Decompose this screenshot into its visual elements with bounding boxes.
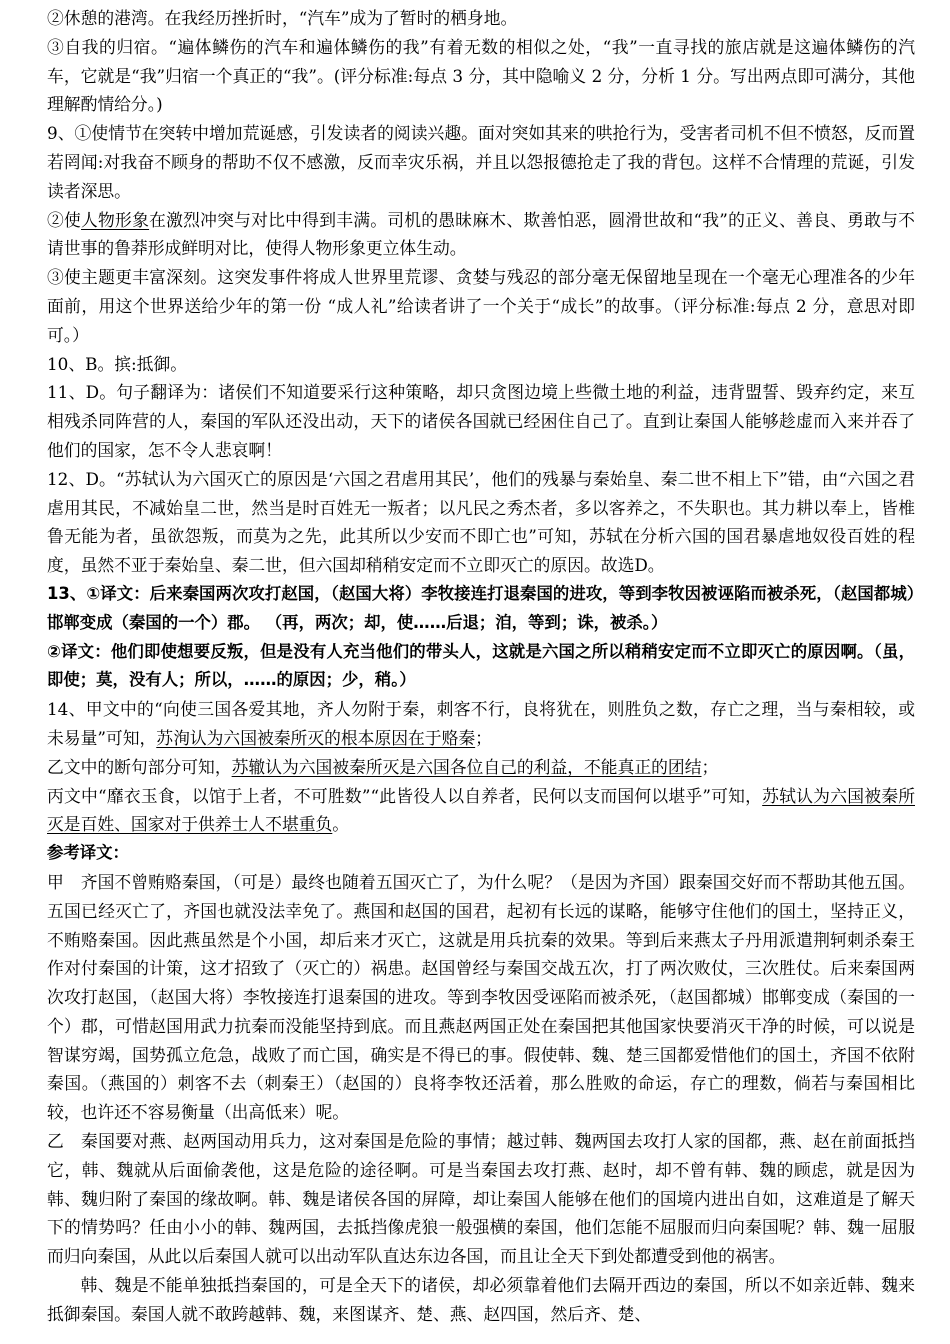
text-run: ③使主题更丰富深刻。这突发事件将成人世界里荒谬、贪婪与残忍的部分毫无保留地呈现在一个毫无心理准各的少年面前，用这个世界送给少年的第一份 “成人礼”给读者讲了一个关于“成长”的故事。（评分标准:每点 2 分，意思对即可。）: [47, 267, 915, 345]
paragraph-p4: [47, 206, 915, 264]
paragraph-p2: [47, 33, 915, 119]
text-run: ②译文：他们即使想要反叛，但是没有人充当他们的带头人，这就是六国之所以稍稍安定而不立即灭亡的原因啊。（虽，即使；莫，没有人；所以，……的原因；少，稍。）: [47, 641, 915, 690]
paragraph-p1: [47, 4, 915, 33]
text-run: 10、B。摈:抵御。: [47, 353, 188, 374]
paragraph-p9: [47, 580, 915, 638]
paragraph-p13: [47, 782, 915, 840]
text-run: ；: [701, 756, 719, 777]
document-page: [47, 4, 915, 1329]
underlined-text: 苏洵认为六国被秦所灭的根本原因在于赂秦: [156, 727, 476, 748]
paragraph-p14: [47, 839, 915, 868]
text-run: ②使: [47, 209, 82, 230]
text-run: 13、①译文：后来秦国两次攻打赵国，（赵国大将）李牧接连打退秦国的进攻，等到李牧因被诬陷而被杀死，（赵国都城）邯郸变成（秦国的一个）郡。 （再，两次；却，使……后退；洎，等到；诛，被杀。）: [47, 583, 915, 632]
paragraph-p11: [47, 695, 915, 753]
paragraph-p6: [47, 350, 915, 379]
text-run: ③自我的归宿。“遍体鳞伤的汽车和遍体鳞伤的我”有着无数的相似之处，“我”一直寻找的旅店就是这遍体鳞伤的汽车，它就是“我”归宿一个真正的“我”。(评分标准:每点 3 分，其中隐喻义 2 分，分析 1 分。写出两点即可满分，其他理解酌情给分。): [47, 36, 915, 115]
text-run: 在激烈冲突与对比中得到丰满。司机的愚昧麻木、欺善怕恶，圆滑世故和“我”的正义、善良、勇敢与不请世事的鲁莽形成鲜明对比，使得人物形象更立体生动。: [47, 209, 915, 259]
text-run: 甲 齐国不曾贿赂秦国，（可是）最终也随着五国灭亡了，为什么呢？（是因为齐国）跟秦国交好而不帮助其他五国。五国已经灭亡了，齐国也就没法幸免了。燕国和赵国的国君，起初有长远的谋略，能够守住他们的国土，坚持正义，不贿赂秦国。因此燕虽然是个小国，却后来才灭亡，这就是用兵抗秦的效果。等到后来燕太子丹用派遣荆轲刺杀秦王作对付秦国的计策，这才招致了（灭亡的）祸患。赵国曾经与秦国交战五次，打了两次败仗，三次胜仗。后来秦国两次攻打赵国，（赵国大将）李牧接连打退秦国的进攻。等到李牧因受诬陷而被杀死，（赵国都城）邯郸变成（秦国的一个）郡，可惜赵国用武力抗秦而没能坚持到底。而且燕赵两国正处在秦国把其他国家快要消灭干净的时候，可以说是智谋穷竭，国势孤立危急，战败了而亡国，确实是不得已的事。假使韩、魏、楚三国都爱惜他们的国土，齐国不依附秦国。（燕国的）刺客不去（刺秦王）（赵国的）良将李牧还活着，那么胜败的命运，存亡的理数，倘若与秦国相比较，也许还不容易衡量（出高低来）呢。: [47, 871, 915, 1123]
paragraph-p3: [47, 119, 915, 205]
underlined-text: 人物形象: [81, 209, 150, 230]
text-run: 参考译文：: [47, 843, 129, 863]
text-run: 丙文中“靡衣玉食，以馆于上者，不可胜数”“此皆役人以自养者，民何以支而国何以堪乎”可知，: [47, 785, 763, 806]
underlined-text: 苏轼认为六国被秦所灭是百姓、国家对于供养士人不堪重负: [47, 785, 915, 835]
text-run: 12、D。“苏轼认为六国灭亡的原因是‘六国之君虐用其民’，他们的残暴与秦始皇、秦二世不相上下”错，由“六国之君虐用其民，不减始皇二世，然当是时百姓无一叛者；以凡民之秀杰者，多以客养之，不失职也。其力耕以奉上，皆椎鲁无能为者，虽欲怨叛，而莫为之先，此其所以少安而不即亡也”可知，苏轼在分析六国的国君暴虐地奴役百姓的程度，虽然不亚于秦始皇、秦二世，但六国却稍稍安定而不立即灭亡的原因。故选D。: [47, 468, 915, 576]
paragraph-p17: [47, 1271, 915, 1329]
text-run: 韩、魏是不能单独抵挡秦国的，可是全天下的诸侯，却必须靠着他们去隔开西边的秦国，所以不如亲近韩、魏来抵御秦国。秦国人就不敢跨越韩、魏，来图谋齐、楚、燕、赵四国，然后齐、楚、: [47, 1275, 915, 1324]
text-run: ；: [475, 727, 492, 748]
text-run: 11、D。句子翻译为：诸侯们不知道要采行这种策略，却只贪图边境上些微土地的利益，违背盟誓、毁弃约定，来互相残杀同阵营的人，秦国的军队还没出动，天下的诸侯各国就已经困住自己了。直到让秦国人能够趁虚而入来并吞了他们的国家，怎不令人悲哀啊！: [47, 382, 915, 460]
text-run: 9、①使情节在突转中增加荒诞感，引发读者的阅读兴趣。面对突如其来的哄抢行为，受害者司机不但不愤怒，反而置若罔闻:对我奋不顾身的帮助不仅不感激，反而幸灾乐祸，并且以怨报德抢走了我的背包。这样不合情理的荒诞，引发读者深思。: [47, 123, 915, 201]
paragraph-p5: [47, 263, 915, 349]
text-run: 乙文中的断句部分可知，: [47, 756, 232, 777]
paragraph-p8: [47, 465, 915, 580]
text-run: 乙 秦国要对燕、赵两国动用兵力，这对秦国是危险的事情；越过韩、魏两国去攻打人家的国都，燕、赵在前面抵挡它，韩、魏就从后面偷袭他，这是危险的途径啊。可是当秦国去攻打燕、赵时，却不曾有韩、魏的顾虑，就是因为韩、魏归附了秦国的缘故啊。韩、魏是诸侯各国的屏障，却让秦国人能够在他们的国境内进出自如，这难道是了解天下的情势吗？任由小小的韩、魏两国，去抵挡像虎狼一般强横的秦国，他们怎能不屈服而归向秦国呢？韩、魏一屈服而归向秦国，从此以后秦国人就可以出动军队直达东边各国，而且让全天下到处都遭受到他的祸害。: [47, 1131, 915, 1267]
paragraph-p10: [47, 638, 915, 696]
paragraph-p12: [47, 753, 915, 782]
paragraph-p16: [47, 1127, 915, 1271]
underlined-text: 苏辙认为六国被秦所灭是六国各位自己的利益，不能真正的团结: [231, 756, 702, 777]
paragraph-p7: [47, 378, 915, 464]
text-run: 。: [332, 814, 350, 835]
paragraph-p15: [47, 868, 915, 1127]
text-run: ②休憩的港湾。在我经历挫折时，“汽车”成为了暂时的栖身地。: [47, 8, 518, 28]
text-run: 14、甲文中的“向使三国各爱其地，齐人勿附于秦，刺客不行，良将犹在，则胜负之数，存亡之理，当与秦相较，或未易量”可知，: [47, 699, 915, 748]
